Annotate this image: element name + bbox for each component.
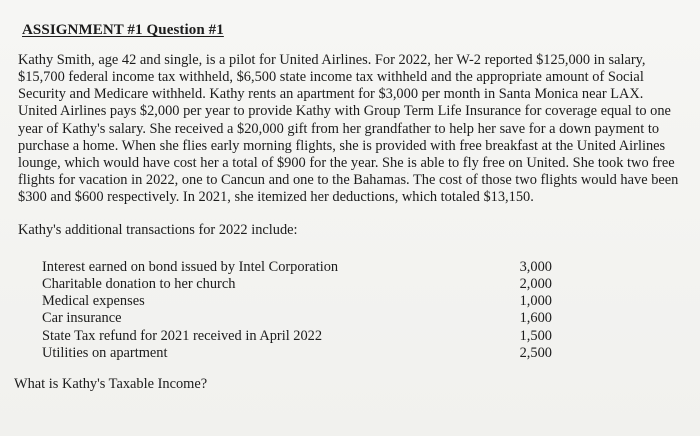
transactions-list — [42, 259, 552, 362]
transaction-label: Interest earned on bond issued by Intel Corporation — [42, 259, 339, 275]
transaction-amount: 2,500 — [519, 344, 552, 361]
transaction-row — [42, 259, 552, 276]
transaction-amount: 1,500 — [519, 327, 552, 344]
transaction-row — [42, 328, 552, 345]
transaction-row — [42, 293, 552, 310]
transaction-label: State Tax refund for 2021 received in April 2022 — [42, 327, 323, 344]
case-paragraph: Kathy Smith, age 42 and single, is a pilot for United Airlines. For 2022, her W-2 reported $125,000 in salary, $15,700 federal income tax withheld, $6,500 state income tax withheld and the appropriate amount of Social Security and Medicare withheld. Kathy rents an apartment for $3,000 per month in Santa Monica near LAX. United Airlines pays $2,000 per year to provide Kathy with Group Term Life Insurance for coverage equal to one year of Kathy's salary. She received a $20,000 gift from her grandfather to help her save for a down payment to purchase a home. When she flies early morning flights, she is provided with free breakfast at the United Airlines lounge, which would have cost her a total of $900 for the year. She is able to fly free on United. She took two free flights for vacation in 2022, one to Cancun and one to the Bahamas. The cost of those two flights would have been $300 and $600 respectively. In 2021, she itemized her deductions, which totaled $13,150. — [18, 52, 679, 206]
transaction-amount: 1,000 — [519, 293, 552, 310]
transaction-label: Car insurance — [42, 310, 122, 327]
transaction-amount: 2,000 — [519, 276, 552, 293]
transaction-amount: 1,600 — [519, 310, 552, 327]
assignment-heading: ASSIGNMENT #1 Question #1 — [22, 22, 224, 38]
transaction-row — [42, 276, 552, 293]
transaction-label: Utilities on apartment — [42, 344, 168, 361]
transaction-row — [42, 345, 552, 362]
transactions-intro: Kathy's additional transactions for 2022 include: — [18, 222, 298, 238]
transaction-amount: 3,000 — [519, 259, 552, 275]
transaction-row — [42, 310, 552, 327]
transaction-label: Medical expenses — [42, 293, 145, 310]
question-text: What is Kathy's Taxable Income? — [14, 376, 208, 392]
transaction-label: Charitable donation to her church — [42, 276, 236, 293]
